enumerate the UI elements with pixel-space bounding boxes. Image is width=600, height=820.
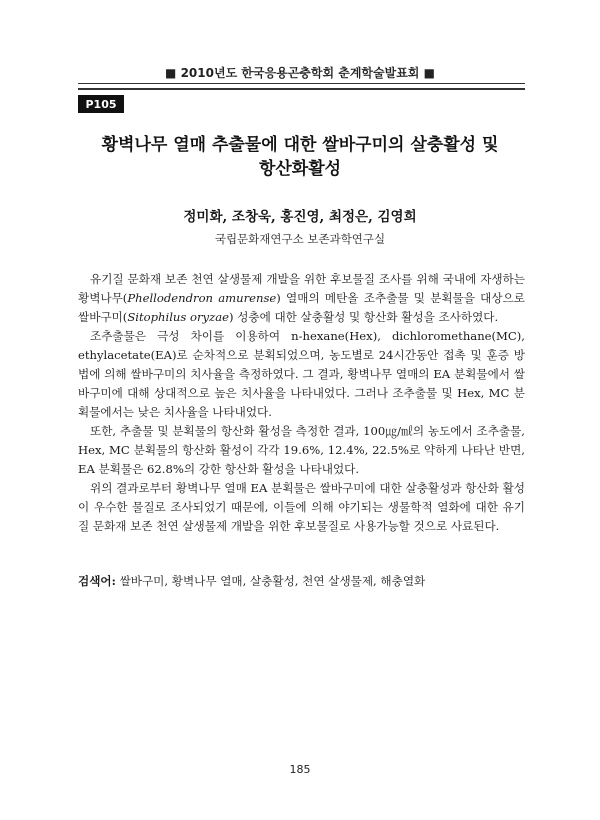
conference-name: 2010년도 한국응용곤충학회 춘계학술발표회 xyxy=(180,66,420,80)
paper-title xyxy=(60,133,540,181)
abstract-text: ) 성충에 대한 살충활성 및 항산화 활성을 조사하였다. xyxy=(228,310,499,324)
poster-tag: P105 xyxy=(78,95,124,113)
abstract-paragraph-1 xyxy=(78,270,525,327)
page-number: 185 xyxy=(289,763,311,776)
keywords-label: 검색어: xyxy=(78,574,116,588)
title-line-2: 항산화활성 xyxy=(258,159,342,179)
keywords xyxy=(78,572,525,591)
scientific-name: Phellodendron amurense xyxy=(127,291,277,305)
author-list: 정미화, 조창욱, 홍진영, 최정은, 김영희 xyxy=(183,209,417,225)
header-rule-top xyxy=(78,83,525,84)
scientific-name: Sitophilus oryzae xyxy=(127,310,229,324)
abstract-paragraph-3: 또한, 추출물 및 분획물의 항산화 활성을 측정한 결과, 100㎍/㎖의 농도에서 조추출물, Hex, MC 분획물의 항산화 활성이 각각 19.6%, 12.4%, 22.5%로 약하게 나타난 반면, EA 분획물은 62.8%의 강한 항산화 활성을 나타내었다. xyxy=(78,424,525,476)
keywords-values: 쌀바구미, 황벽나무 열매, 살충활성, 천연 살생물제, 해충열화 xyxy=(119,574,426,588)
header-rule-bottom xyxy=(78,88,525,90)
header-bullet-left: ■ xyxy=(165,66,177,80)
abstract-text: 유기질 문화재 보존 천연 살생물제 개발을 위한 후보물질 조사를 위해 국내에 자생하는 황벽나무( xyxy=(78,272,525,305)
title-line-1: 황벽나무 열매 추출물에 대한 쌀바구미의 살충활성 및 xyxy=(101,135,499,155)
abstract-text: ) 열매의 메탄올 조추출물 및 분획물을 대상으로 쌀바구미( xyxy=(78,291,525,324)
abstract-paragraph-4: 위의 결과로부터 황벽나무 열매 EA 분획물은 쌀바구미에 대한 살충활성과 항산화 활성이 우수한 물질로 조사되었기 때문에, 이들에 의해 야기되는 생물학적 열화에 대한 유기질 문화재 보존 천연 살생물제 개발을 위한 후보물질로 사용가능할 것으로 사료된다. xyxy=(78,481,525,533)
header-bullet-right: ■ xyxy=(423,66,435,80)
abstract xyxy=(78,270,525,536)
running-header xyxy=(0,64,600,81)
abstract-paragraph-2: 조추출물은 극성 차이를 이용하여 n-hexane(Hex), dichloromethane(MC), ethylacetate(EA)로 순차적으로 분획되었으며, 농도별로 24시간동안 접촉 및 훈증 방법에 의해 쌀바구미의 치사율을 측정하였다. 그 결과, 황벽나무 열매의 EA 분획물에서 쌀바구미에 대해 상대적으로 높은 치사율을 나타내었다. 그러나 조추출물 및 Hex, MC 분획물에서는 낮은 치사율을 나타내었다. xyxy=(78,329,525,419)
affiliation: 국립문화재연구소 보존과학연구실 xyxy=(214,232,386,246)
